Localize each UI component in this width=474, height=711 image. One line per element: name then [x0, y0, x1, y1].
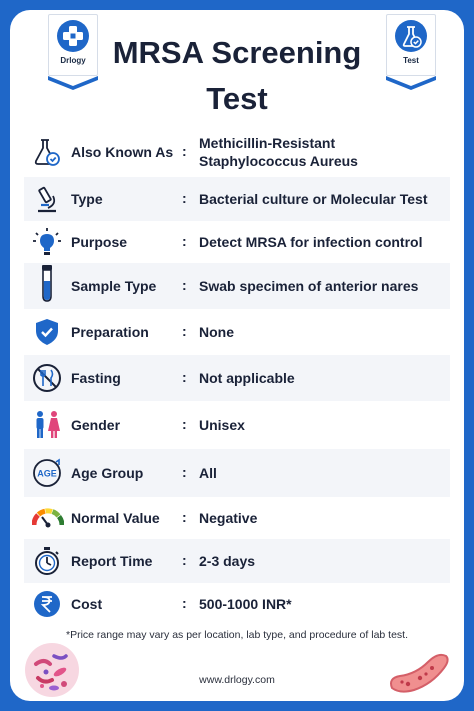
row-value: None	[199, 324, 234, 340]
row-label: Type	[71, 191, 103, 207]
price-note: *Price range may vary as per location, lab type, and procedure of lab test.	[65, 629, 409, 641]
website-link[interactable]: www.drlogy.com	[199, 674, 275, 686]
row-type	[24, 177, 450, 221]
row-cost	[24, 583, 450, 625]
shield-check-icon	[32, 317, 62, 347]
row-label: Age Group	[71, 465, 144, 481]
info-card	[10, 10, 464, 701]
row-fasting	[24, 355, 450, 401]
row-value: Not applicable	[199, 370, 295, 386]
row-label: Also Known As	[71, 144, 174, 160]
row-value: Bacterial culture or Molecular Test	[199, 191, 428, 207]
no-food-icon	[32, 363, 62, 393]
row-label: Sample Type	[71, 278, 157, 294]
row-value: 500-1000 INR*	[199, 596, 292, 612]
stopwatch-icon	[32, 546, 62, 576]
brand-name: Drlogy	[60, 56, 86, 65]
row-value: Swab specimen of anterior nares	[199, 278, 419, 294]
row-purpose	[24, 221, 450, 263]
row-gender	[24, 401, 450, 449]
row-also-known-as	[24, 127, 450, 177]
test-badge	[386, 14, 436, 90]
row-label: Cost	[71, 596, 103, 612]
flask-check-badge-icon	[395, 20, 427, 52]
bacteria-illustration	[24, 642, 80, 698]
row-value: Negative	[199, 510, 258, 526]
row-normal-value	[24, 497, 450, 539]
row-colon: :	[182, 143, 187, 159]
badge-label: Test	[403, 56, 419, 65]
rupee-icon	[32, 589, 62, 619]
row-colon: :	[182, 595, 187, 611]
row-value: Unisex	[199, 417, 245, 433]
flask-check-icon	[32, 137, 62, 167]
row-label: Gender	[71, 417, 121, 433]
row-value: 2-3 days	[199, 553, 256, 569]
page-title: MRSA Screening Test	[112, 35, 362, 116]
microscope-icon	[32, 184, 62, 214]
test-tube-icon	[32, 263, 62, 303]
organ-illustration	[388, 648, 450, 696]
gauge-icon	[32, 503, 62, 533]
row-label: Purpose	[71, 234, 128, 250]
row-label: Preparation	[71, 324, 149, 340]
row-report-time	[24, 539, 450, 583]
row-sample-type	[24, 263, 450, 309]
medical-cross-icon	[57, 20, 89, 52]
row-label: Report Time	[71, 553, 153, 569]
row-value: All	[199, 465, 217, 481]
row-colon: :	[182, 190, 187, 206]
row-preparation	[24, 309, 450, 355]
age-icon-text: AGE	[37, 468, 57, 479]
row-label: Normal Value	[71, 510, 160, 526]
row-colon: :	[182, 369, 187, 385]
row-colon: :	[182, 323, 187, 339]
row-colon: :	[182, 464, 187, 480]
row-colon: :	[182, 233, 187, 249]
row-colon: :	[182, 552, 187, 568]
row-colon: :	[182, 416, 187, 432]
row-age-group	[24, 449, 450, 497]
row-colon: :	[182, 509, 187, 525]
row-value: Methicillin-Resistant Staphylococcus Aureus	[199, 135, 358, 169]
info-table	[24, 127, 450, 625]
age-icon	[32, 458, 62, 488]
row-value: Detect MRSA for infection control	[199, 234, 423, 250]
male-female-icon	[32, 410, 62, 440]
lightbulb-icon	[32, 227, 62, 257]
row-label: Fasting	[71, 370, 121, 386]
row-colon: :	[182, 277, 187, 293]
